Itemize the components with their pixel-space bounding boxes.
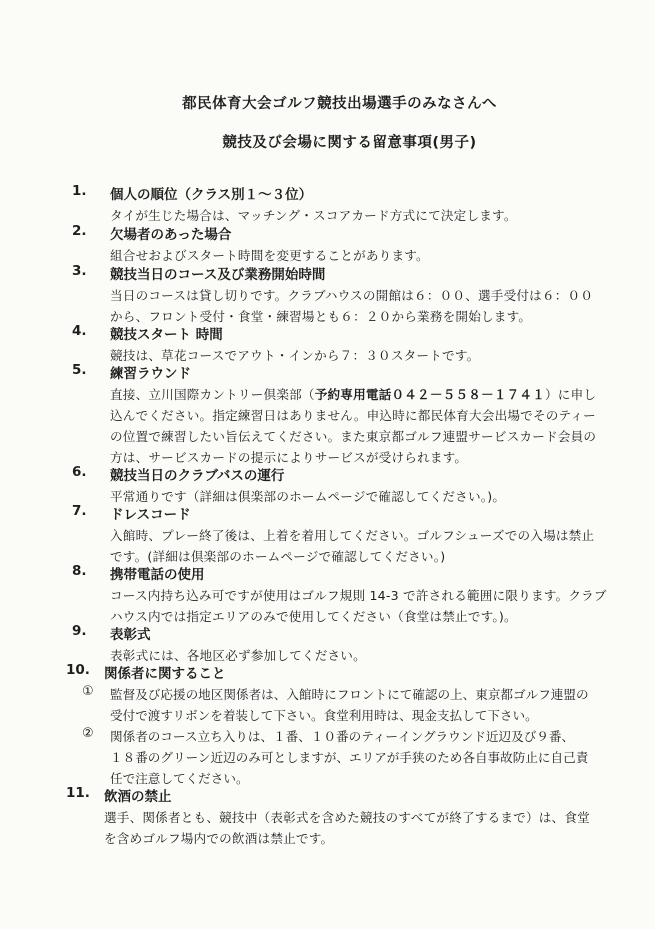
section-heading: 携帯電話の使用 (110, 567, 205, 583)
section-text: １８番のグリーン近辺のみ可としますが、エリアが手狭のため各自事故防止に自己責 (110, 750, 589, 765)
section-text: の位置で練習したい旨伝えてください。また東京都ゴルフ連盟サービスカード会員の (110, 429, 597, 444)
section-heading: 個人の順位（クラス別１〜３位） (110, 187, 313, 203)
section-text: 受付で渡すリボンを着装して下さい。食堂利用時は、現金支払して下さい。 (110, 708, 538, 723)
text-fragment: 直接、立川国際カントリー倶楽部（ (110, 387, 315, 402)
section-number: 4. (72, 323, 87, 339)
section-number: 9. (72, 623, 87, 639)
section-heading: 飲酒の禁止 (104, 789, 172, 805)
section-heading: 競技当日のコース及び業務開始時間 (110, 267, 326, 283)
section-number: 10. (66, 662, 90, 678)
document-subtitle: 競技及び会場に関する留意事項(男子) (222, 135, 477, 151)
section-text: コース内持ち込み可ですが使用はゴルフ規則 14-3 で許される範囲に限ります。クラブ (110, 588, 607, 603)
section-text: 選手、関係者とも、競技中（表彰式を含めた競技のすべてが終了するまで）は、食堂 (104, 810, 590, 825)
section-text: 入館時、プレー終了後は、上着を着用してください。ゴルフシューズでの入場は禁止 (110, 528, 595, 543)
section-text: 監督及び応援の地区関係者は、入館時にフロントにて確認の上、東京都ゴルフ連盟の (110, 687, 589, 702)
section-number: 6. (72, 464, 87, 480)
section-text: 平常通りです（詳細は倶楽部のホームページで確認してください。)。 (110, 489, 506, 504)
section-text: 表彰式には、各地区必ず参加してください。 (110, 648, 366, 663)
section-text: 当日のコースは貸し切りです。クラブハウスの開館は６：００、選手受付は６：００ (110, 288, 594, 303)
section-number: 11. (66, 785, 90, 801)
section-text: 任で注意してください。 (110, 771, 249, 786)
section-number: 1. (72, 183, 87, 199)
section-text: ハウス内では指定エリアのみで使用してください（食堂は禁止です。)。 (110, 609, 517, 624)
document-title: 都民体育大会ゴルフ競技出場選手のみなさんへ (182, 96, 497, 112)
section-text: 組合せおよびスタート時間を変更することがあります。 (110, 248, 429, 263)
section-number: 8. (72, 563, 87, 579)
section-text: を含めゴルフ場内での飲酒は禁止です。 (104, 831, 334, 846)
section-heading: ドレスコード (110, 507, 191, 523)
section-number: 7. (72, 503, 87, 519)
section-text: から、フロント受付・食堂・練習場とも６：２０から業務を開始します。 (110, 309, 532, 324)
section-text: 競技は、草花コースでアウト・インから７：３０スタートです。 (110, 348, 480, 363)
section-heading: 欠場者のあった場合 (110, 227, 232, 243)
section-text: タイが生じた場合は、マッチング・スコアカード方式にて決定します。 (110, 208, 517, 223)
item-marker: ② (82, 726, 94, 741)
section-number: 3. (72, 263, 87, 279)
section-number: 5. (72, 362, 87, 378)
text-fragment: ）に申し (545, 387, 597, 402)
section-text: 関係者のコース立ち入りは、１番、１０番のティーイングラウンド近辺及び９番、 (110, 729, 575, 744)
section-text (110, 384, 596, 403)
section-heading: 競技当日のクラブバスの運行 (110, 468, 285, 484)
section-text: 込んでください。指定練習日はありません。申込時に都民体育大会出場でそのティー (110, 408, 596, 423)
item-marker: ① (82, 684, 94, 699)
section-heading: 表彰式 (110, 627, 151, 643)
section-text: 方は、サービスカードの提示によりサービスが受けられます。 (110, 450, 468, 465)
section-heading: 練習ラウンド (110, 366, 191, 382)
section-heading: 競技スタート 時間 (110, 327, 223, 343)
section-heading: 関係者に関すること (104, 666, 226, 682)
section-text: です。(詳細は倶楽部のホームページで確認してください。) (110, 549, 446, 564)
section-number: 2. (72, 223, 87, 239)
reservation-phone: 予約専用電話０４２－５５８－１７４１ (314, 387, 545, 402)
